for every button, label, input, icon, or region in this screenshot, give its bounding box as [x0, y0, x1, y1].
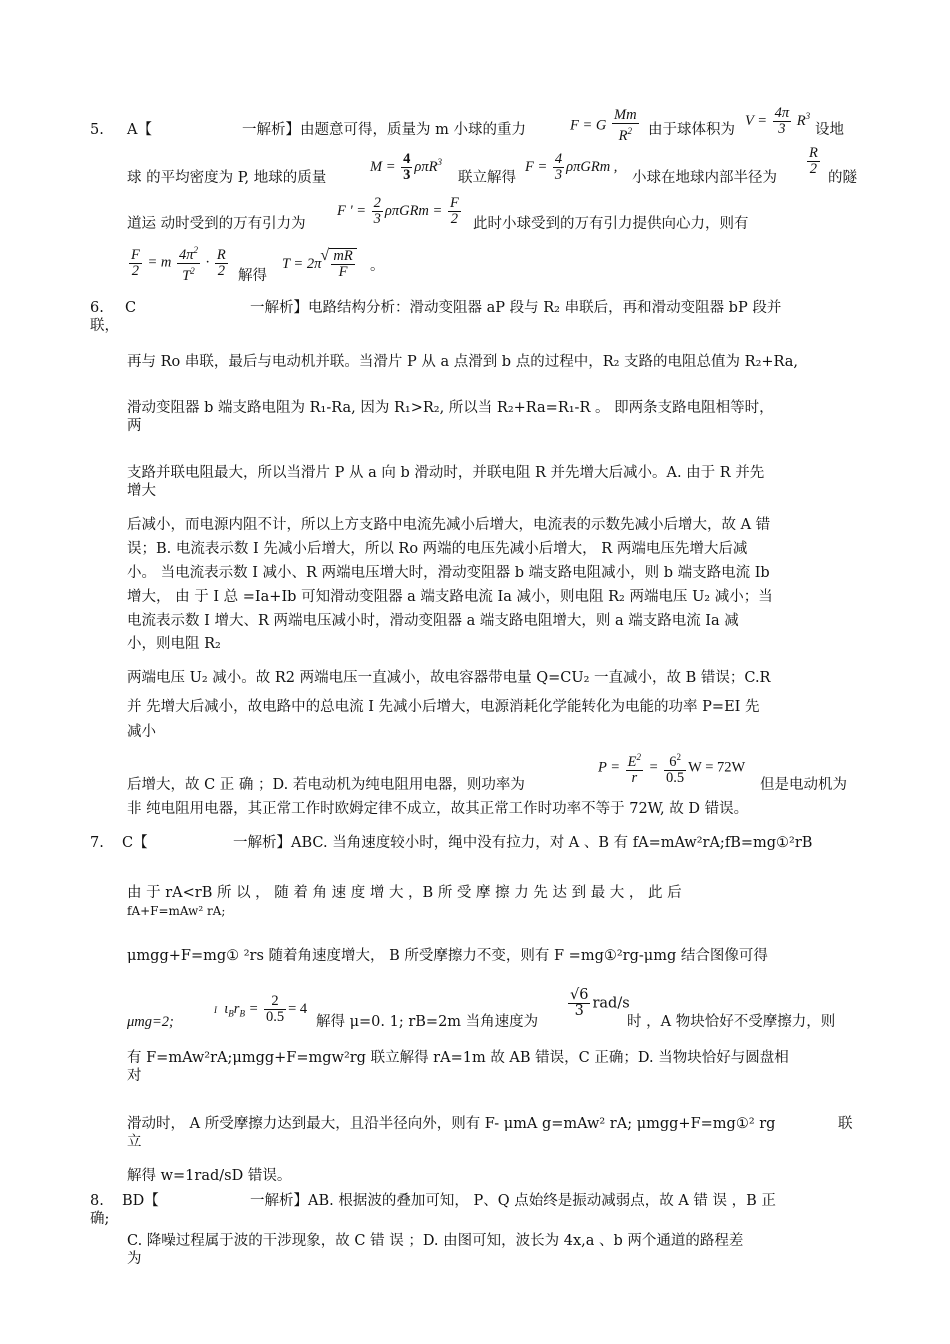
- mass-formula: M = $\frac{4}{3}$ ρπR$^3$: [370, 151, 442, 183]
- power-formula: P = $\frac{E^2}{r}$ = $\frac{6^2}{0.5}$ W = 72W: [598, 752, 746, 786]
- q6-number: 6.: [90, 300, 104, 316]
- q5-text: 小球在地球内部半径为: [632, 170, 777, 186]
- volume-formula: V = $\frac{4\pi}{3}$ $R^3$: [745, 105, 811, 137]
- q5-text: 由于球体积为: [648, 122, 735, 138]
- q5-number: 5.: [90, 122, 104, 138]
- q5-text: 设地: [815, 122, 844, 138]
- inner-force-formula: F ' = $\frac{2}{3}$ ρπGRm = $\frac{F}{2}$: [337, 195, 459, 227]
- q7-text: 联: [838, 1116, 853, 1132]
- q5-text: 的隧: [828, 170, 857, 186]
- q6-text: 非 纯电阻用电器，其正常工作时欧姆定律不成立，故其正常工作时功率不等于 72W, 故 D 错误。: [127, 801, 749, 817]
- q6-text: 再与 Ro 串联，最后与电动机并联。当滑片 P 从 a 点滑到 b 点的过程中，R₂ 支路的电阻总值为 R₂+Ra,: [127, 354, 799, 370]
- q5-text: 此时小球受到的万有引力提供向心力，则有: [473, 216, 749, 232]
- q6-text: 减小: [127, 724, 156, 740]
- q6-text: 联，: [90, 318, 119, 334]
- q7-text: 立: [127, 1134, 142, 1150]
- q6-text: 电流表示数 I 增大、R 两端电压减小时，滑动变阻器 a 端支路电阻增大，则 a 端支路电流 Ia 减: [127, 613, 739, 629]
- q7-text: μmgg+F=mg① ²rs 随着角速度增大， B 所受摩擦力不变，则有 F =mg①²rg-μmg 结合图像可得: [127, 948, 768, 964]
- q5-text: 联立解得: [458, 170, 516, 186]
- q8-text: 一解析】AB. 根据波的叠加可知， P、Q 点始终是振动减弱点，故 A 错 误 ，B 正: [250, 1193, 776, 1209]
- q7-text: 由 于 rA<rB 所 以 ， 随 着 角 速 度 增 大 ，B 所 受 摩 擦 力 先 达 到 最 大 ， 此 后: [127, 885, 682, 901]
- q7-text: 有 F=mAw²rA;μmgg+F=mgw²rg 联立解得 rA=1m 故 AB 错误，C 正确；D. 当物块恰好与圆盘相: [127, 1050, 789, 1066]
- q7-text: 对: [127, 1068, 142, 1084]
- q7-text: fA+F=mAw² rA;: [127, 904, 226, 918]
- q5-text: 一解析】由题意可得，质量为 m 小球的重力: [242, 122, 526, 138]
- q5-answer: A【: [127, 122, 152, 138]
- q6-text: 小。 当电流表示数 I 减小、R 两端电压增大时，滑动变阻器 b 端支路电阻减小，则 b 端支路电流 Ib: [127, 565, 770, 581]
- omega-formula: $\frac{√6}{3}$ rad/s: [570, 987, 630, 1019]
- ratio-formula: I $\iota_Br_B$ = $\frac{2}{0.5}$ = 4: [214, 993, 308, 1025]
- q7-text: 时 ，A 物块恰好不受摩擦力，则: [627, 1014, 836, 1030]
- q6-text: 增大: [127, 483, 156, 499]
- q6-text: 支路并联电阻最大，所以当滑片 P 从 a 向 b 滑动时，并联电阻 R 并先增大后减小。A. 由于 R 并先: [127, 465, 765, 481]
- q6-text: 但是电动机为: [760, 777, 847, 793]
- q8-answer: BD【: [122, 1193, 159, 1209]
- q7-text: μmg=2;: [127, 1014, 174, 1030]
- force-formula: F = $\frac{4}{3}$ ρπGRm ,: [525, 151, 618, 183]
- q6-text: 小，则电阻 R₂: [127, 636, 221, 652]
- q8-text: 为: [127, 1251, 142, 1267]
- q6-text: 后减小，而电源内阻不计，所以上方支路中电流先减小后增大，电流表的示数先减小后增大，故 A 错: [127, 517, 771, 533]
- q8-text: C. 降噪过程属于波的干涉现象，故 C 错 误 ；D. 由图可知，波长为 4x,a 、b 两个通道的路程差: [127, 1233, 744, 1249]
- q6-text: 并 先增大后减小，故电路中的总电流 I 先减小后增大，电源消耗化学能转化为电能的功率 P=EI 先: [127, 699, 760, 715]
- q6-text: 滑动变阻器 b 端支路电阻为 R₁-Ra, 因为 R₁>R₂, 所以当 R₂+Ra=R₁-R 。 即两条支路电阻相等时，: [127, 400, 774, 416]
- q5-text: 球 的平均密度为 P, 地球的质量: [127, 170, 327, 186]
- q5-text: 。: [370, 258, 385, 274]
- half-radius: $\frac{R}{2}$: [809, 145, 818, 177]
- q6-text: 误；B. 电流表示数 I 先减小后增大，所以 Ro 两端的电压先减小后增大， R 两端电压先增大后减: [127, 541, 748, 557]
- q7-number: 7.: [90, 835, 104, 851]
- q8-number: 8.: [90, 1193, 104, 1209]
- q6-text: 一解析】电路结构分析：滑动变阻器 aP 段与 R₂ 串联后，再和滑动变阻器 bP 段并: [250, 300, 782, 316]
- q8-text: 确;: [90, 1211, 110, 1227]
- period-formula: T = 2π √ $\frac{mR}{F}$: [282, 248, 357, 280]
- q6-text: 两: [127, 418, 142, 434]
- circular-motion-formula: $\frac{F}{2}$ = m $\frac{4\pi^2}{T^2}$ · $\frac{R}{2}$: [131, 245, 226, 284]
- q6-text: 后增大，故 C 正 确 ；D. 若电动机为纯电阻用电器，则功率为: [127, 777, 525, 793]
- q7-text: 解得 μ=0. 1; rB=2m 当角速度为: [316, 1014, 539, 1030]
- q6-text: 两端电压 U₂ 减小。故 R2 两端电压一直减小，故电容器带电量 Q=CU₂ 一直减小，故 B 错误；C.R: [127, 670, 771, 686]
- q7-text: 滑动时， A 所受摩擦力达到最大，且沿半径向外，则有 F- μmA g=mAw² rA; μmgg+F=mg①² rg: [127, 1116, 776, 1132]
- q7-answer: C【: [122, 835, 148, 851]
- q7-text: 一解析】ABC. 当角速度较小时，绳中没有拉力，对 A 、B 有 fA=mAw²rA;fB=mg①²rB: [233, 835, 813, 851]
- q7-text: 解得 w=1rad/sD 错误。: [127, 1168, 292, 1184]
- q6-answer: C: [125, 300, 137, 316]
- q5-text: 解得: [238, 268, 267, 284]
- gravity-formula: F = G $\frac{Mm}{R^2}$: [570, 107, 637, 144]
- q6-text: 增大， 由 于 I 总 =Ia+Ib 可知滑动变阻器 a 端支路电流 Ia 减小，则电阻 R₂ 两端电压 U₂ 减小；当: [127, 589, 773, 605]
- q5-text: 道运 动时受到的万有引力为: [127, 216, 306, 232]
